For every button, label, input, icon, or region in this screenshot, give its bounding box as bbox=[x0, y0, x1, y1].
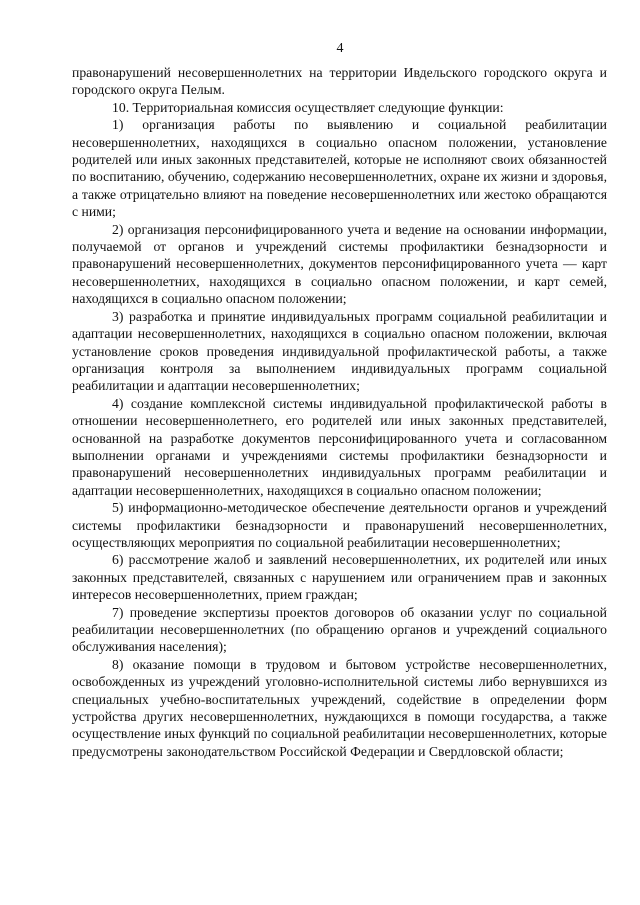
paragraph-item-6: 6) рассмотрение жалоб и заявлений несовершеннолетних, их родителей или иных законных представителей, связанных с нарушением или ограничением прав и законных интересов несовершеннолетних, прием граждан; bbox=[72, 552, 607, 603]
paragraph-item-4: 4) создание комплексной системы индивидуальной профилактической работы в отношении несовершеннолетнего, его родителей или иных законных представителей, основанной на разработке документов персонифицированного учета и согласованном выполнении органами и учреждениями системы профилактики безнадзорности и правонарушений несовершеннолетних индивидуальных программ реабилитации и адаптации несовершеннолетних, находящихся в социально опасном положении; bbox=[72, 395, 607, 498]
paragraph-item-1: 1) организация работы по выявлению и социальной реабилитации несовершеннолетних, находящихся в социально опасном положении, установление родителей или иных законных представителей, которые не исполняют своих обязанностей по воспитанию, обучению, содержанию несовершеннолетних, охране их жизни и здоровья, а также отрицательно влияют на поведение несовершеннолетних или жестоко обращаются с ними; bbox=[72, 117, 607, 220]
page-number: 4 bbox=[336, 41, 344, 56]
paragraph-section-10-heading: 10. Территориальная комиссия осуществляет следующие функции: bbox=[112, 99, 504, 115]
paragraph-item-8: 8) оказание помощи в трудовом и бытовом устройстве несовершеннолетних, освобожденных из учреждений уголовно-исполнительной системы либо вернувшихся из специальных учебно-воспитательных учреждений, содействие в определении форм устройства других несовершеннолетних, нуждающихся в помощи государства, а также осуществление иных функций по социальной реабилитации несовершеннолетних, которые предусмотрены законодательством Российской Федерации и Свердловской области; bbox=[72, 656, 607, 759]
paragraph-item-5: 5) информационно-методическое обеспечение деятельности органов и учреждений системы профилактики безнадзорности и правонарушений несовершеннолетних, осуществляющих мероприятия по социальной реабилитации несовершеннолетних; bbox=[72, 500, 607, 550]
document-body bbox=[72, 64, 607, 760]
paragraph-item-2: 2) организация персонифицированного учета и ведение на основании информации, получаемой от органов и учреждений системы профилактики безнадзорности и правонарушений несовершеннолетних, документов персонифицированного учета — карт несовершеннолетних, находящихся в социально опасном положении, и карт семей, находящихся в социально опасном положении; bbox=[72, 221, 607, 307]
paragraph-item-3: 3) разработка и принятие индивидуальных программ социальной реабилитации и адаптации несовершеннолетних, находящихся в социально опасном положении, включая установление сроков проведения индивидуальной профилактической работы, а также организация контроля за выполнением индивидуальных программ социальной реабилитации и адаптации несовершеннолетних; bbox=[72, 308, 607, 394]
paragraph-continuation: правонарушений несовершеннолетних на территории Ивдельского городского округа и городского округа Пелым. bbox=[72, 65, 607, 98]
paragraph-item-7: 7) проведение экспертизы проектов договоров об оказании услуг по социальной реабилитации несовершеннолетних (по обращению органов и учреждений социального обслуживания населения); bbox=[72, 604, 607, 655]
